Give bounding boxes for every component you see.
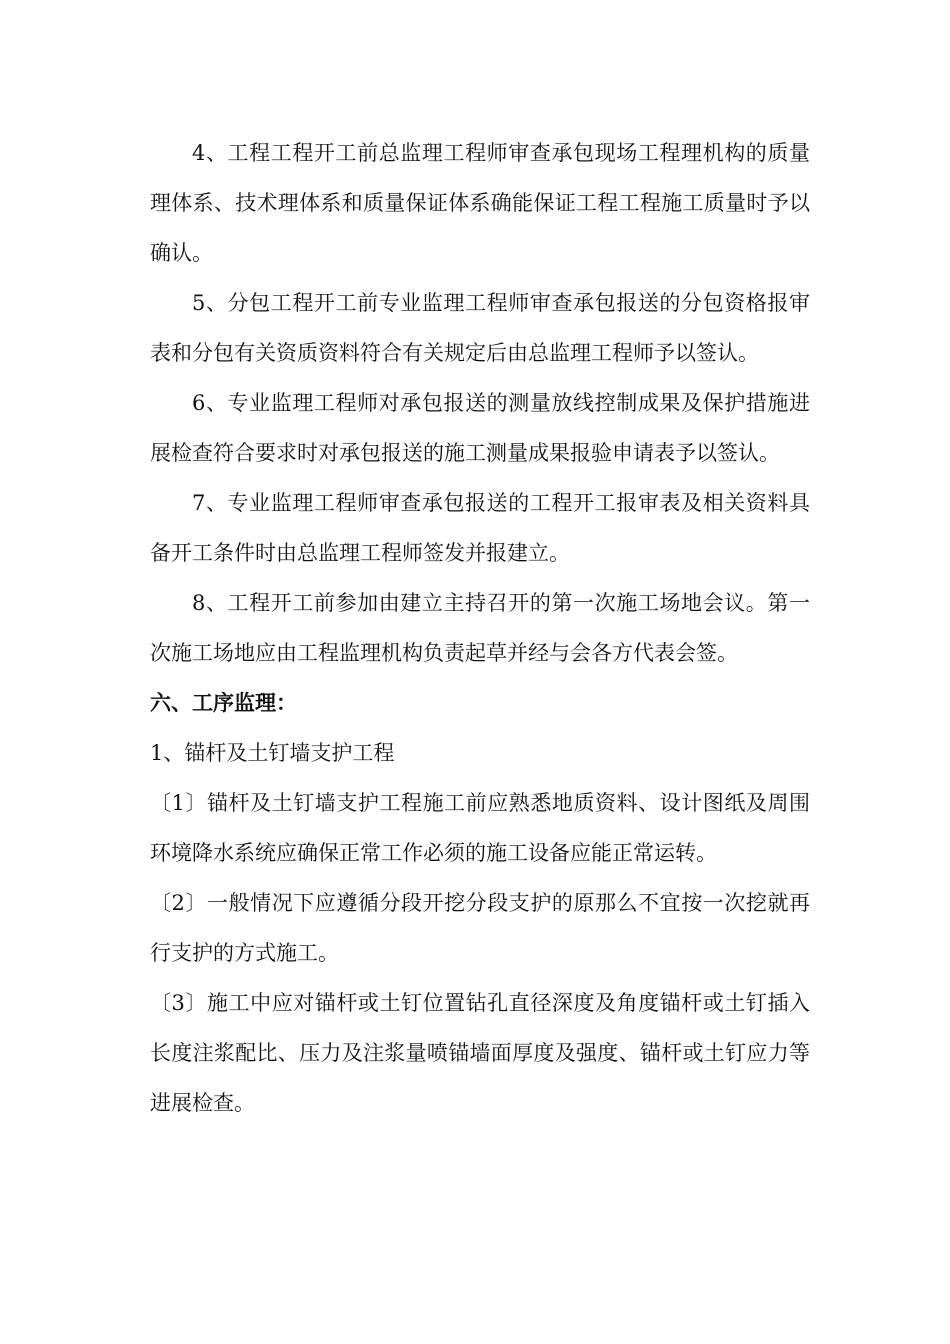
paragraph-item-6: 6、专业监理工程师对承包报送的测量放线控制成果及保护措施进展检查符合要求时对承包报送的施工测量成果报验申请表予以签认。 [150,391,810,465]
subsection-item-2: 〔2〕一般情况下应遵循分段开挖分段支护的原那么不宜按一次挖就再行支护的方式施工。 [150,891,810,965]
subsection-item-3: 〔3〕施工中应对锚杆或土钉位置钻孔直径深度及角度锚杆或土钉插入长度注浆配比、压力及注浆量喷锚墙面厚度及强度、锚杆或土钉应力等进展检查。 [150,991,810,1115]
paragraph-item-4: 4、工程工程开工前总监理工程师审查承包现场工程理机构的质量理体系、技术理体系和质量保证体系确能保证工程工程施工质量时予以确认。 [150,141,810,265]
section-heading-process-supervision: 六、工序监理： [150,690,297,715]
subsection-title-anchor-soil-nail: 1、锚杆及土钉墙支护工程 [150,741,395,765]
document-body [150,128,810,1128]
paragraph-item-8: 8、工程开工前参加由建立主持召开的第一次施工场地会议。第一次施工场地应由工程监理机构负责起草并经与会各方代表会签。 [150,591,810,665]
paragraph-item-7: 7、专业监理工程师审查承包报送的工程开工报审表及相关资料具备开工条件时由总监理工程师签发并报建立。 [150,491,810,565]
subsection-item-1: 〔1〕锚杆及土钉墙支护工程施工前应熟悉地质资料、设计图纸及周围环境降水系统应确保正常工作必须的施工设备应能正常运转。 [150,791,810,865]
paragraph-item-5: 5、分包工程开工前专业监理工程师审查承包报送的分包资格报审表和分包有关资质资料符合有关规定后由总监理工程师予以签认。 [150,291,810,365]
